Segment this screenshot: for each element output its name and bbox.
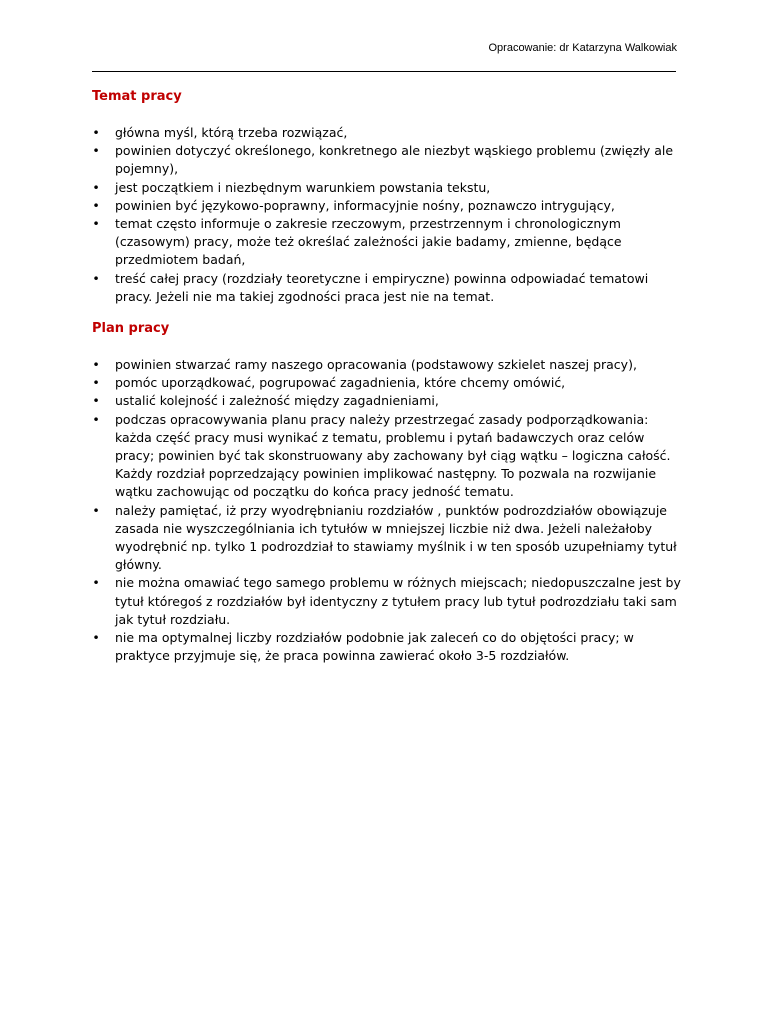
list-item-text: należy pamiętać, iż przy wyodrębnianiu rozdziałów , punktów podrozdziałów obowiązuje zasada nie wyszczególniania ich tytułów w mniejszej liczbie niż dwa. Jeżeli należałoby wyodrębnić np. tylko 1 podrozdział to stawiamy myślnik i w ten sposób uzupełniamy tytuł główny. [115, 502, 677, 573]
bullet-icon: • [92, 179, 100, 195]
bullet-icon: • [92, 411, 100, 427]
list-item [92, 374, 682, 392]
bullet-icon: • [92, 375, 100, 391]
section-heading: Temat pracy [92, 89, 182, 104]
list-item-text: nie można omawiać tego samego problemu w różnych miejscach; niedopuszczalne jest by tytuł któregoś z rozdziałów był identyczny z tytułem pracy lub tytuł podrozdziału taki sam jak tytuł rozdziału. [115, 575, 681, 627]
list-item [92, 392, 682, 410]
list-item-text: powinien być językowo-poprawny, informacyjnie nośny, poznawczo intrygujący, [115, 197, 615, 213]
bullet-icon: • [92, 357, 100, 373]
document-body [92, 88, 682, 665]
list-item [92, 179, 682, 197]
list-item-text: ustalić kolejność i zależność między zagadnieniami, [115, 393, 439, 409]
bullet-icon: • [92, 630, 100, 646]
bullet-icon: • [92, 270, 100, 286]
list-item-text: powinien stwarzać ramy naszego opracowania (podstawowy szkielet naszej pracy), [115, 357, 637, 373]
bullet-icon: • [92, 502, 100, 518]
list-item [92, 411, 682, 502]
list-item-text: jest początkiem i niezbędnym warunkiem powstania tekstu, [115, 179, 491, 195]
bullet-icon: • [92, 575, 100, 591]
list-item-text: pomóc uporządkować, pogrupować zagadnienia, które chcemy omówić, [115, 375, 566, 391]
list-item [92, 356, 682, 374]
bullet-list [92, 356, 682, 665]
header-divider [92, 71, 676, 72]
bullet-icon: • [92, 197, 100, 213]
list-item [92, 215, 682, 270]
list-item-text: temat często informuje o zakresie rzeczowym, przestrzennym i chronologicznym (czasowym) pracy, może też określać zależności jakie badamy, zmienne, będące przedmiotem badań, [115, 216, 622, 268]
bullet-icon: • [92, 143, 100, 159]
bullet-icon: • [92, 393, 100, 409]
list-item [92, 502, 682, 575]
section-plan-pracy [92, 320, 682, 665]
section-temat-pracy [92, 88, 682, 306]
list-item-text: podczas opracowywania planu pracy należy przestrzegać zasady podporządkowania: każda część pracy musi wynikać z tematu, problemu i pytań badawczych oraz celów pracy; powinien być tak skonstruowany aby zachowany był ciąg wątku – logiczna całość. Każdy rozdział poprzedzający powinien implikować następny. To pozwala na rozwijanie wątku zachowując od początku do końca pracy jedność tematu. [115, 411, 671, 500]
list-item-text: nie ma optymalnej liczby rozdziałów podobnie jak zaleceń co do objętości pracy; w praktyce przyjmuje się, że praca powinna zawierać około 3-5 rozdziałów. [115, 630, 634, 664]
list-item [92, 142, 682, 178]
list-item-text: powinien dotyczyć określonego, konkretnego ale niezbyt wąskiego problemu (zwięzły ale pojemny), [115, 143, 674, 177]
bullet-list [92, 124, 682, 306]
section-heading: Plan pracy [92, 321, 170, 337]
list-item [92, 124, 682, 142]
list-item [92, 574, 682, 629]
list-item-text: treść całej pracy (rozdziały teoretyczne i empiryczne) powinna odpowiadać tematowi pracy. Jeżeli nie ma takiej zgodności praca jest nie na temat. [115, 270, 649, 304]
bullet-icon: • [92, 125, 100, 140]
bullet-icon: • [92, 216, 100, 232]
list-item [92, 197, 682, 215]
list-item [92, 629, 682, 665]
header-author-note: Opracowanie: dr Katarzyna Walkowiak [488, 42, 677, 54]
list-item-text: główna myśl, którą trzeba rozwiązać, [115, 125, 348, 140]
list-item [92, 270, 682, 306]
